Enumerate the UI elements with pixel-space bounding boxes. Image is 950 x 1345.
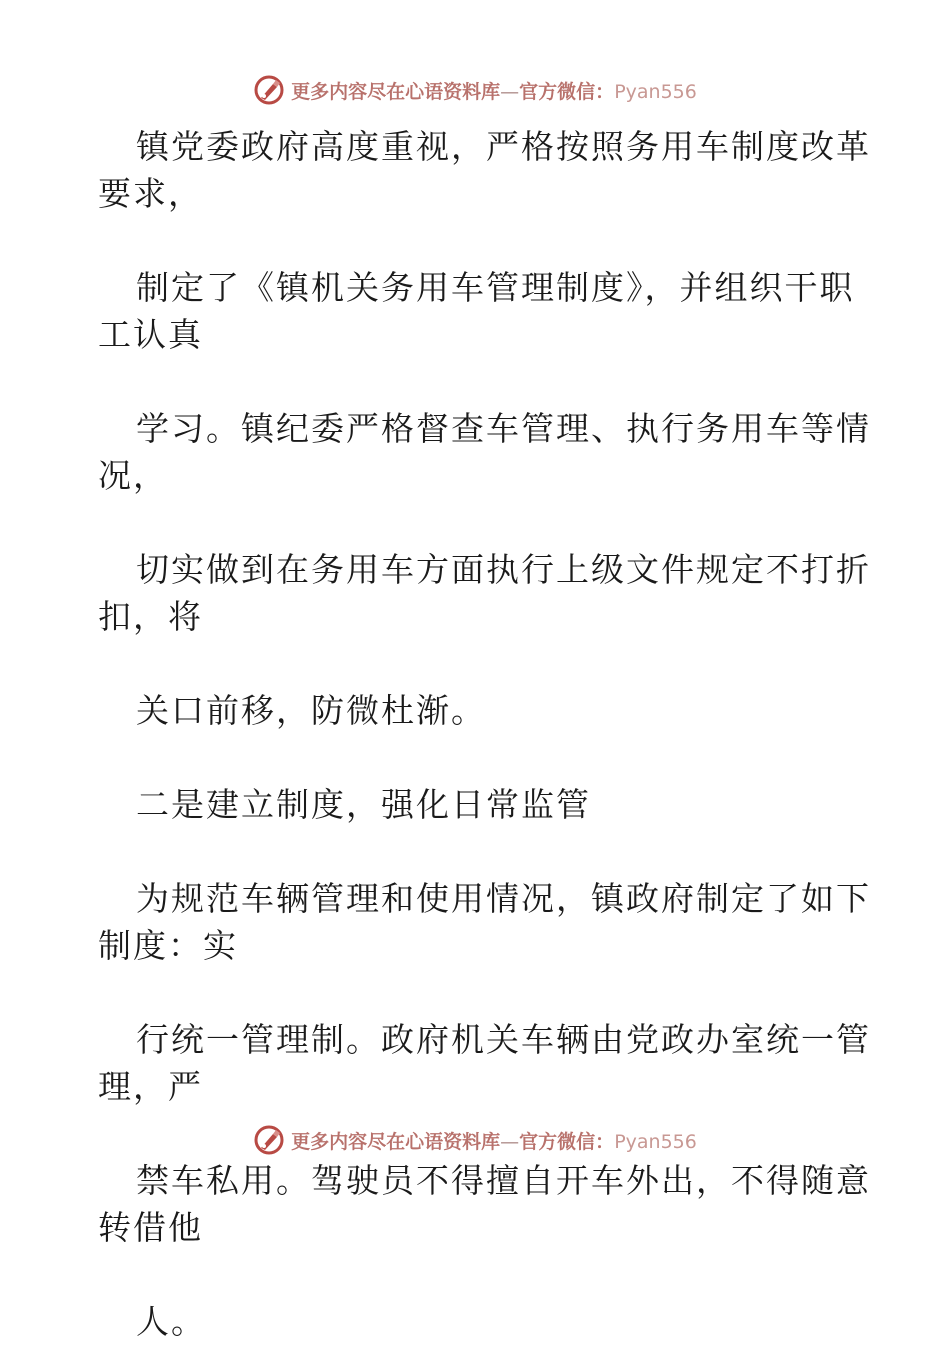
line-spacer (98, 1251, 858, 1298)
paragraph-line: 行统一管理制。政府机关车辆由党政办室统一管 (136, 1020, 871, 1059)
banner-wechat-id: Pyan556 (614, 80, 697, 103)
paragraph-line: 关口前移，防微杜渐。 (136, 691, 486, 730)
line-spacer (98, 734, 858, 781)
paragraph-line: 学习。镇纪委严格督查车管理、执行务用车等情 (136, 409, 871, 448)
line-spacer (98, 499, 858, 546)
paragraph-line: 禁车私用。驾驶员不得擅自开车外出，不得随意 (136, 1161, 871, 1200)
paragraph-line: 扣，将 (98, 597, 203, 636)
banner-text (291, 1127, 697, 1154)
paragraph-line: 转借他 (98, 1208, 203, 1247)
banner-text (291, 77, 697, 104)
line-spacer (98, 358, 858, 405)
banner-lead: 更多内容尽在心语资料库 (291, 80, 501, 103)
paragraph-line: 为规范车辆管理和使用情况，镇政府制定了如下 (136, 879, 871, 918)
banner-separator: — (500, 1130, 520, 1153)
section-heading: 二是建立制度，强化日常监管 (136, 785, 591, 824)
paragraph-line: 人。 (136, 1302, 206, 1341)
pen-logo-icon (253, 74, 285, 106)
banner-wechat-id: Pyan556 (614, 1130, 697, 1153)
document-body (98, 123, 871, 1345)
paragraph-line: 要求， (98, 174, 203, 213)
line-spacer (98, 640, 858, 687)
header-banner (0, 70, 950, 110)
paragraph-line: 工认真 (98, 315, 203, 354)
paragraph-line: 镇党委政府高度重视，严格按照务用车制度改革 (136, 127, 871, 166)
line-spacer (98, 969, 858, 1016)
banner-separator: — (500, 80, 520, 103)
banner-official: 官方微信： (519, 1130, 615, 1153)
footer-banner (0, 1120, 950, 1160)
line-spacer (98, 828, 858, 875)
paragraph-line: 制度：实 (98, 926, 238, 965)
paragraph-line: 制定了《镇机关务用车管理制度》，并组织干职 (136, 268, 855, 307)
paragraph-line: 理，严 (98, 1067, 203, 1106)
banner-lead: 更多内容尽在心语资料库 (291, 1130, 501, 1153)
line-spacer (98, 217, 858, 264)
pen-logo-icon (253, 1124, 285, 1156)
banner-official: 官方微信： (519, 80, 615, 103)
paragraph-line: 切实做到在务用车方面执行上级文件规定不打折 (136, 550, 871, 589)
paragraph-line: 况， (98, 456, 168, 495)
